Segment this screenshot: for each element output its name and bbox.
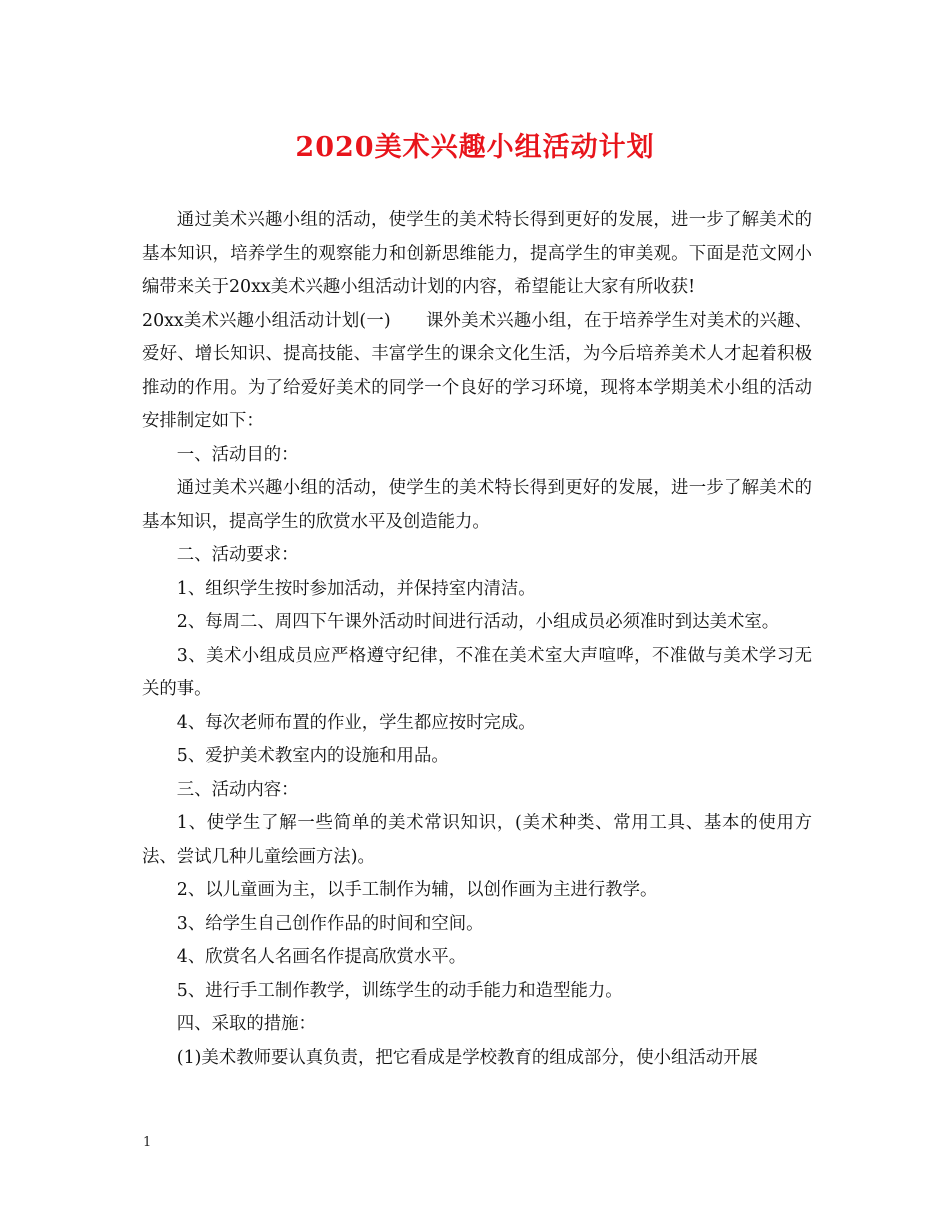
requirement-item: 5、爱护美术教室内的设施和用品。: [176, 746, 449, 766]
section-heading-measures: 四、采取的措施：: [176, 1014, 316, 1034]
content-item: 5、进行手工制作教学，训练学生的动手能力和造型能力。: [176, 980, 623, 1001]
content-item: 2、以儿童画为主，以手工制作为辅，以创作画为主进行教学。: [176, 880, 658, 900]
page-title: 2020美术兴趣小组活动计划: [295, 132, 655, 163]
section-heading-requirements: 二、活动要求：: [176, 545, 299, 565]
page-number: 1: [143, 1135, 152, 1150]
requirement-item: 4、每次老师布置的作业，学生都应按时完成。: [176, 712, 536, 733]
requirement-item: 1、组织学生按时参加活动，并保持室内清洁。: [176, 578, 536, 599]
section-heading-content: 三、活动内容：: [176, 779, 299, 800]
purpose-paragraph: 通过美术兴趣小组的活动，使学生的美术特长得到更好的发展，进一步了解美术的基本知识，提高学生的欣赏水平及创造能力。: [142, 478, 812, 532]
requirement-item: 3、美术小组成员应严格遵守纪律，不准在美术室大声喧哗，不准做与美术学习无关的事。: [142, 645, 812, 699]
document-body: [142, 204, 812, 1075]
section-heading-purpose: 一、活动目的：: [176, 444, 299, 465]
plan-one-paragraph: 20xx美术兴趣小组活动计划(一) 课外美术兴趣小组，在于培养学生对美术的兴趣、爱好、增长知识、提高技能、丰富学生的课余文化生活，为今后培养美术人才起着积极推动的作用。为了给爱好美术的同学一个良好的学习环境，现将本学期美术小组的活动安排制定如下：: [142, 310, 812, 431]
requirement-item: 2、每周二、周四下午课外活动时间进行活动，小组成员必须准时到达美术室。: [176, 612, 780, 632]
content-item: 3、给学生自己创作作品的时间和空间。: [176, 913, 484, 934]
measure-item: (1)美术教师要认真负责，把它看成是学校教育的组成部分，使小组活动开展: [176, 1047, 758, 1068]
intro-paragraph: 通过美术兴趣小组的活动，使学生的美术特长得到更好的发展，进一步了解美术的基本知识，培养学生的观察能力和创新思维能力，提高学生的审美观。下面是范文网小编带来关于20xx美术兴趣小组活动计划的内容，希望能让大家有所收获!: [142, 210, 812, 297]
content-item: 4、欣赏名人名画名作提高欣赏水平。: [176, 947, 467, 967]
content-item: 1、使学生了解一些简单的美术常识知识，(美术种类、常用工具、基本的使用方法、尝试几种儿童绘画方法)。: [142, 813, 812, 867]
